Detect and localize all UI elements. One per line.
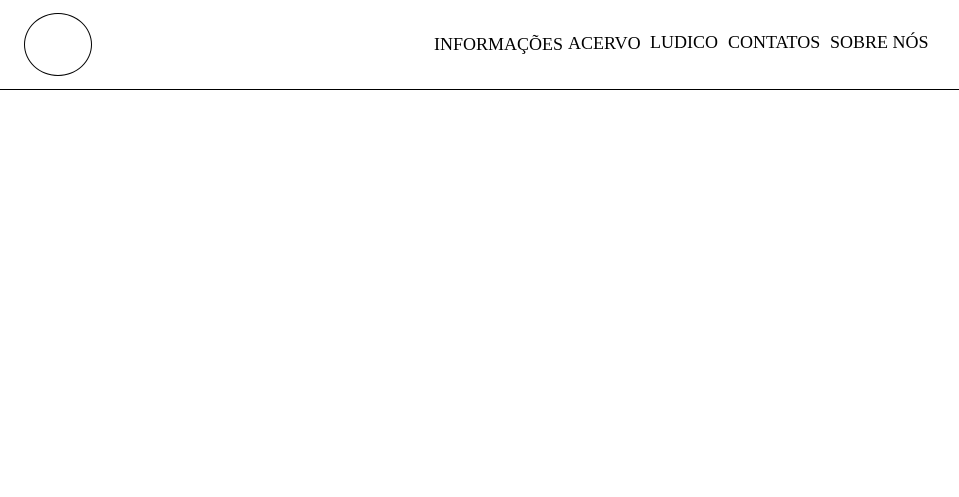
logo-circle[interactable] [24, 13, 92, 76]
nav-item-informacoes[interactable]: INFORMAÇÕES [434, 34, 564, 54]
nav-item-contatos[interactable]: CONTATOS [728, 32, 821, 52]
site-header [0, 0, 959, 90]
nav-item-ludico[interactable]: LUDICO [650, 32, 718, 52]
nav-item-sobre-nos[interactable]: SOBRE NÓS [830, 32, 929, 52]
nav-item-acervo[interactable]: ACERVO [568, 33, 641, 53]
main-content-area [0, 91, 959, 497]
